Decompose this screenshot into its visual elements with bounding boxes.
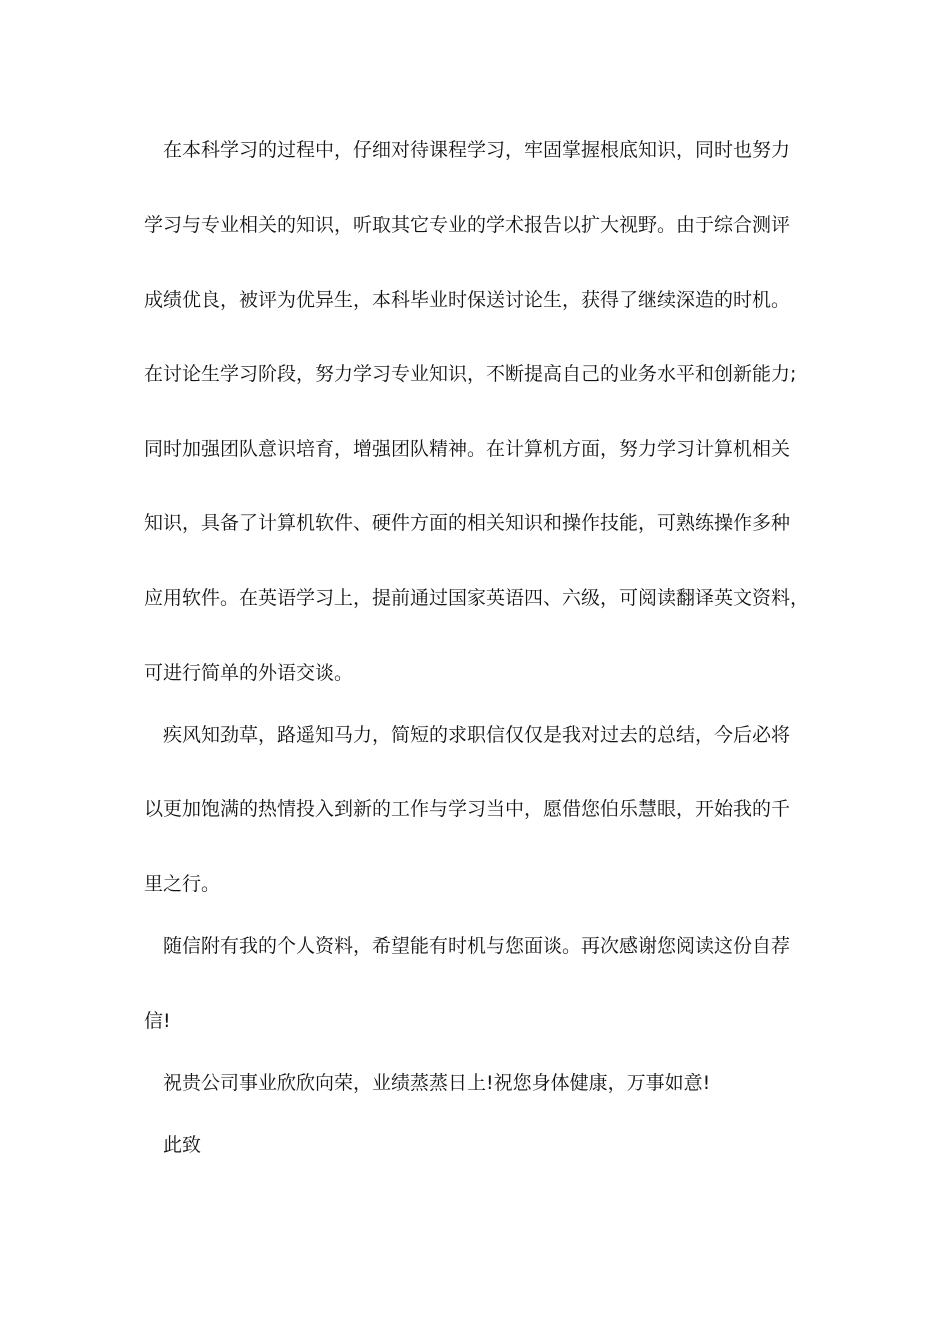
paragraph-1-line-2: 学习与专业相关的知识，听取其它专业的学术报告以扩大视野。由于综合测评 [144,214,791,236]
paragraph-1-line-6: 知识，具备了计算机软件、硬件方面的相关知识和操作技能，可熟练操作多种 [144,512,791,534]
paragraph-2-line-2: 以更加饱满的热情投入到新的工作与学习当中，愿借您伯乐慧眼，开始我的千 [144,798,791,820]
paragraph-1-line-3: 成绩优良，被评为优异生，本科毕业时保送讨论生，获得了继续深造的时机。 [144,289,791,311]
paragraph-3-line-2: 信! [144,1010,171,1032]
paragraph-2-line-3: 里之行。 [144,873,221,895]
paragraph-1-line-4: 在讨论生学习阶段，努力学习专业知识，不断提高自己的业务水平和创新能力; [144,363,797,385]
closing-salutation: 此致 [163,1134,202,1156]
closing-wishes: 祝贵公司事业欣欣向荣，业绩蒸蒸日上!祝您身体健康，万事如意! [163,1072,711,1094]
paragraph-3-line-1: 随信附有我的个人资料，希望能有时机与您面谈。再次感谢您阅读这份自荐 [163,935,791,957]
paragraph-2-line-1: 疾风知劲草，路遥知马力，简短的求职信仅仅是我对过去的总结，今后必将 [163,724,791,746]
paragraph-1-line-1: 在本科学习的过程中，仔细对待课程学习，牢固掌握根底知识，同时也努力 [163,139,791,161]
paragraph-1-line-5: 同时加强团队意识培育，增强团队精神。在计算机方面，努力学习计算机相关 [144,438,791,460]
paragraph-1-line-7: 应用软件。在英语学习上，提前通过国家英语四、六级，可阅读翻译英文资料， [144,587,810,609]
paragraph-1-line-8: 可进行简单的外语交谈。 [144,662,354,684]
